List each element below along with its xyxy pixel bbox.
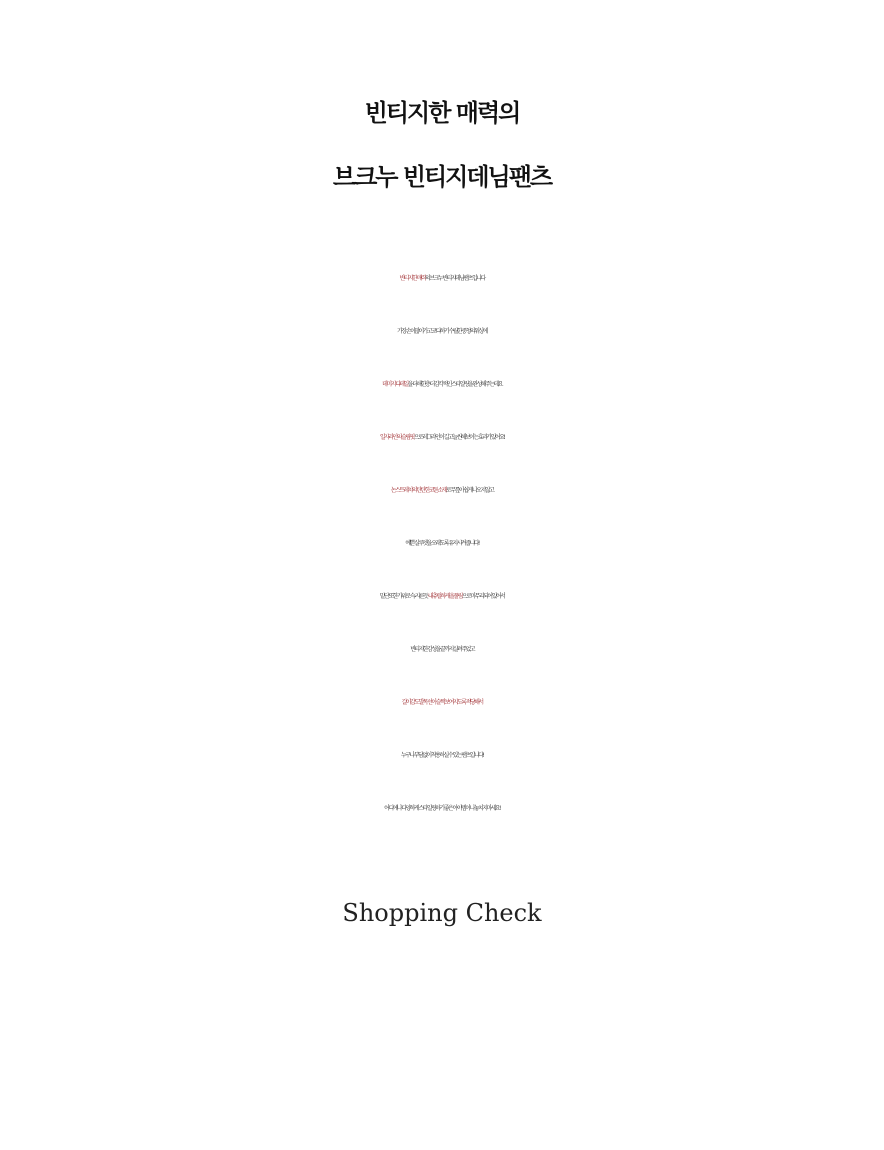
shopping-check-title: Shopping Check (342, 899, 542, 927)
description-line-4 (0, 418, 884, 458)
description-line-8 (0, 630, 884, 670)
body-text: 가장 손이많이가고 코디하기 수월한 중청의 워싱에 (397, 328, 487, 335)
page-title-line-1: 빈티지한 매력의 (364, 99, 520, 128)
page-title-line-2: 브크누 빈티지데님팬츠 (332, 163, 552, 192)
highlight-text: 일자라인의 슬림핏 (379, 434, 414, 441)
description-line-11 (0, 789, 884, 829)
body-text: 의 브크누 빈티지데님팬츠 입니다 (424, 275, 485, 282)
highlight-text: 논스트레치의 탄탄한 코튼소재 (390, 487, 446, 494)
highlight-text: 빈티지한 매력 (399, 275, 425, 282)
body-text: 으로 레그라인이 길고 늘씬해보이는 효과가 있어요! (413, 434, 505, 441)
highlight-text: 내츄럴하게 올풀림 (427, 593, 462, 600)
highlight-text: 데미지 디테일 (382, 381, 408, 388)
description-line-10 (0, 736, 884, 776)
highlight-text: 길이감도 발목선이 슬쩍 보여지도록 적당해서 (401, 699, 483, 706)
body-text: 을 더해 한층 더 감각적인 스타일링을 완성해주는데요 (407, 381, 502, 388)
shopping-check-note-3 (0, 1008, 884, 1036)
body-text: 밑단 또한 가위로 슥- 자른듯 (379, 593, 428, 600)
body-text: 으로 마무리되어 있어서 (461, 593, 505, 600)
description-line-6 (0, 524, 884, 564)
body-text: 로 무릎이 쉽게 나오지 않고 (445, 487, 494, 494)
description-line-5 (0, 471, 884, 511)
description-line-7 (0, 577, 884, 617)
body-text: 빈티지한 감성을 끝까지 살려주었고 (410, 646, 474, 653)
body-text: 누구나 부담없이 착용하실 수 있는 팬츠입니다! (400, 752, 484, 759)
description-line-1 (0, 259, 884, 299)
body-text: 예쁜 실루엣을 오래도록 유지시켜 줍니다! (405, 540, 479, 547)
description-line-3 (0, 365, 884, 405)
description-line-9 (0, 683, 884, 723)
shopping-check-note-2 (0, 975, 884, 1003)
description-line-2 (0, 312, 884, 352)
body-text: 어디에나 다양하게 스타일링하기 좋은 아이템이니 놓치지마세요! (384, 805, 500, 812)
shopping-check-note-1 (0, 942, 884, 970)
